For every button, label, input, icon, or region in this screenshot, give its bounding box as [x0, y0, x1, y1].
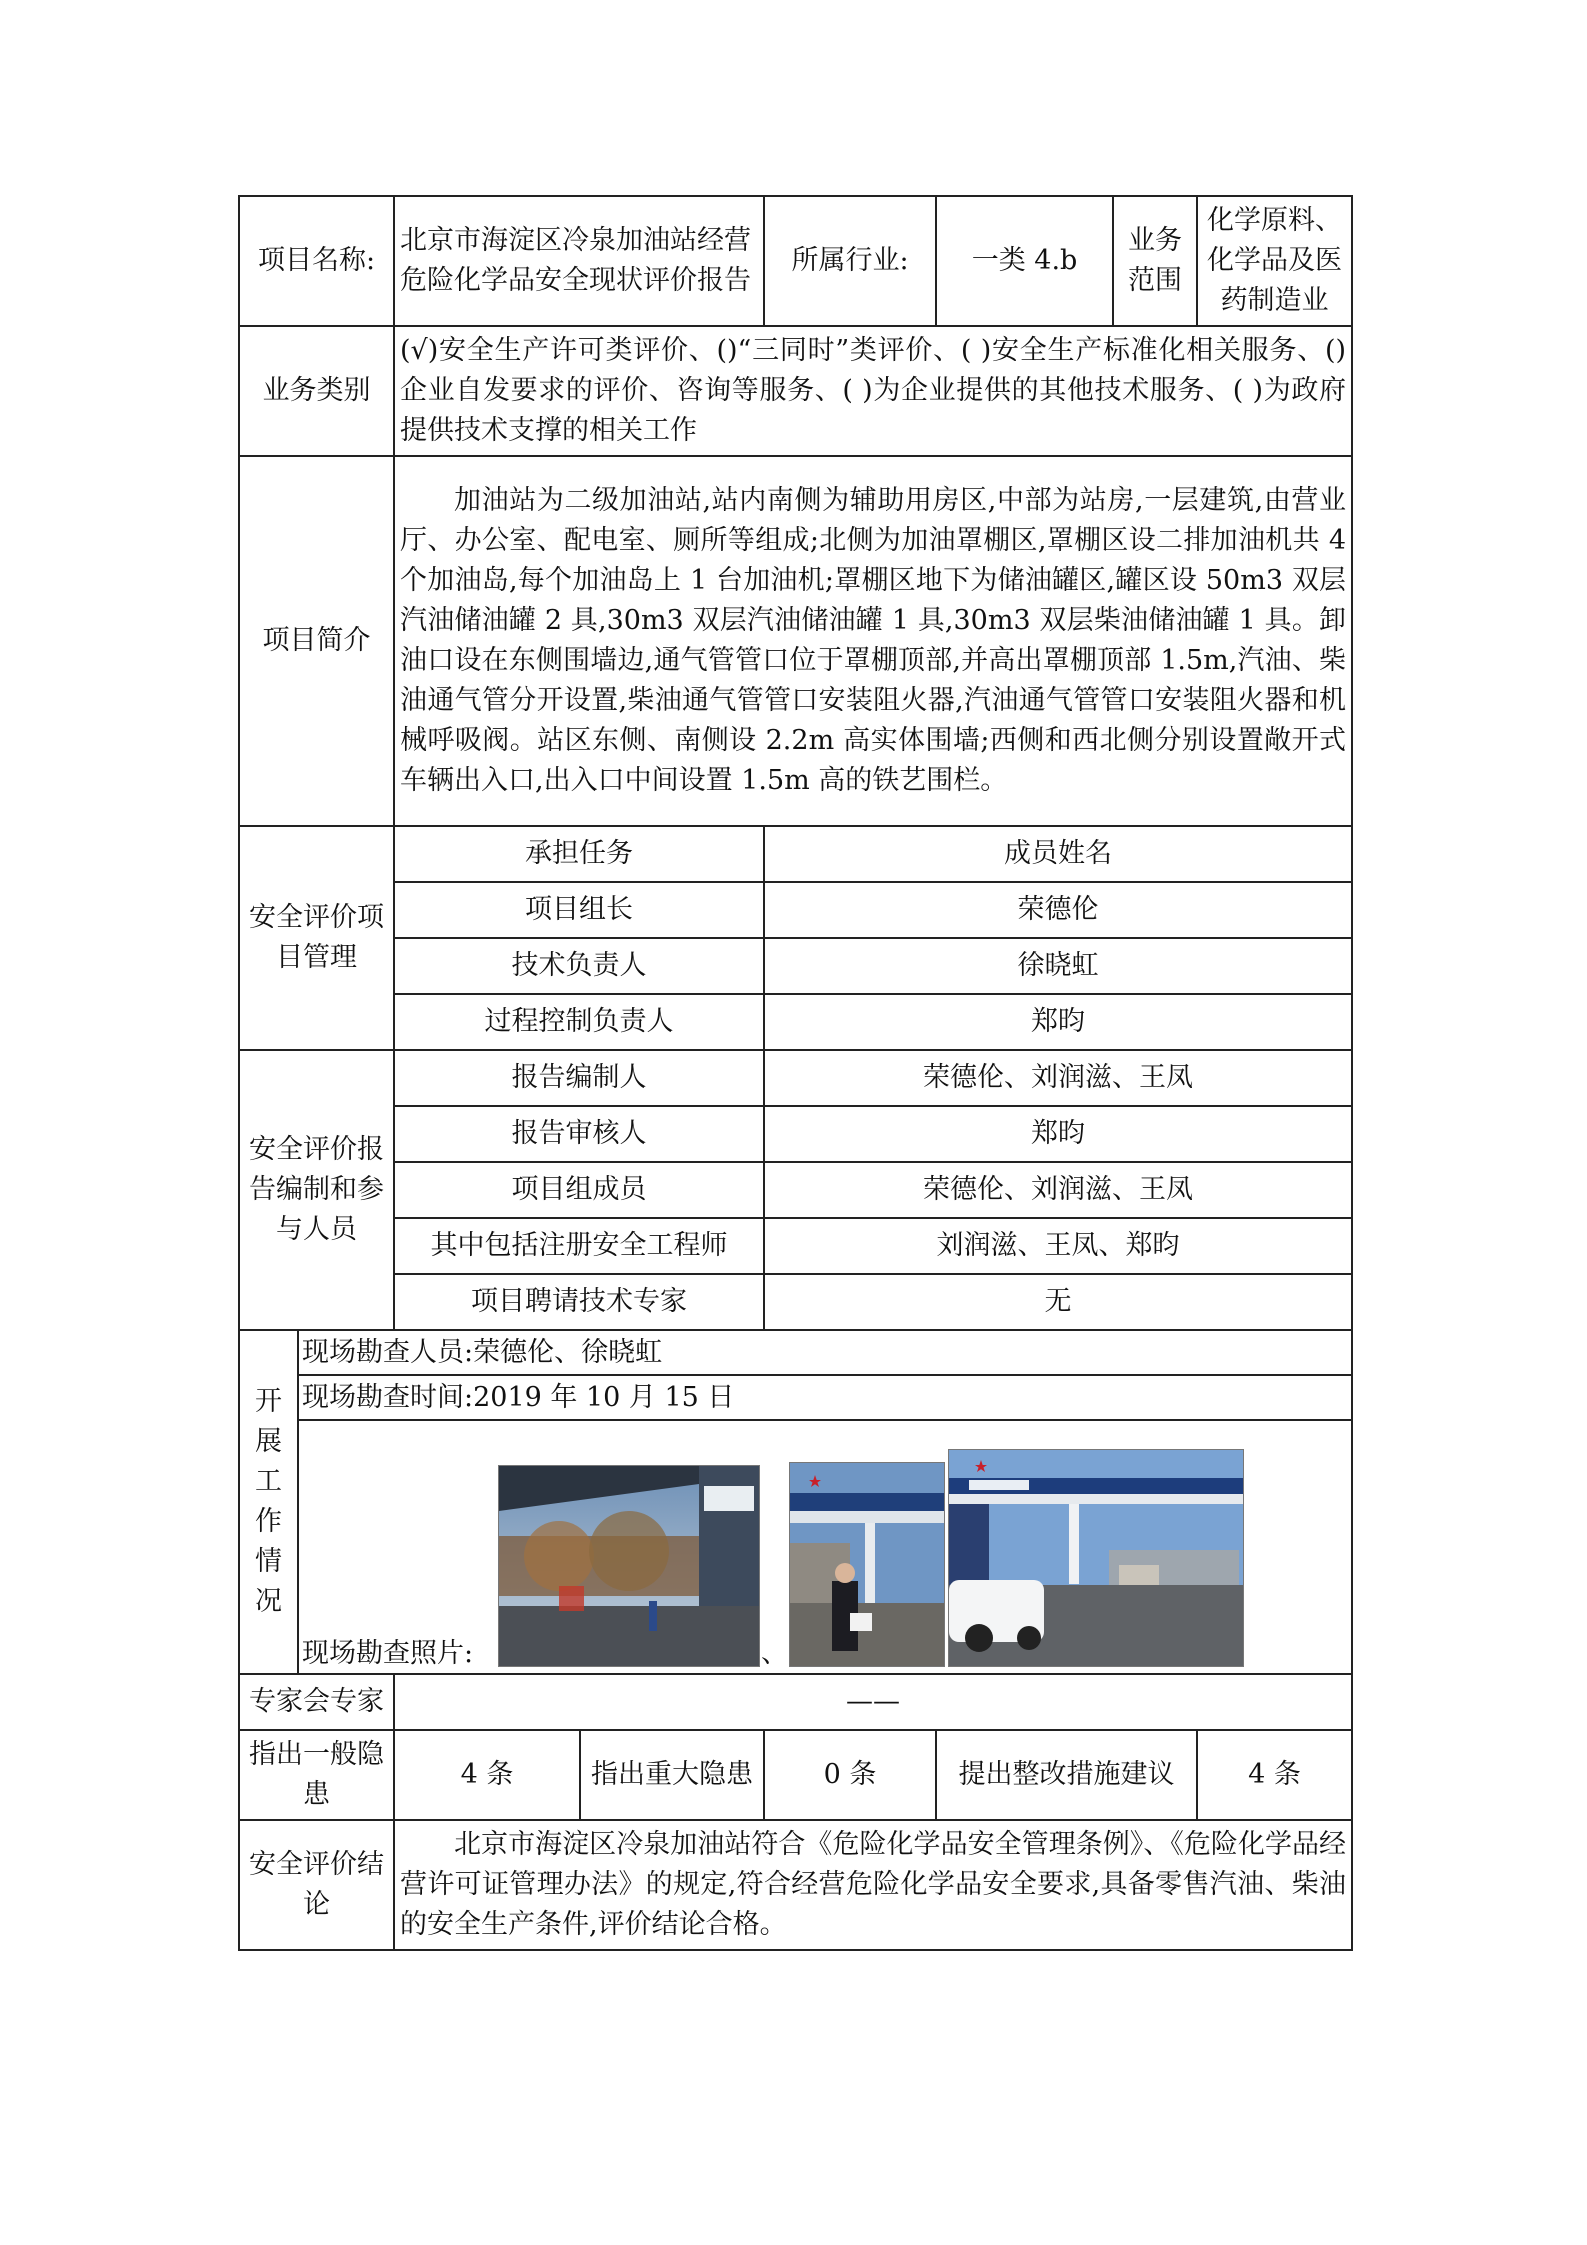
member-cell: 郑昀	[764, 1106, 1352, 1162]
task-cell: 报告审核人	[394, 1106, 764, 1162]
inspectors-text: 现场勘查人员:荣德伦、徐晓虹	[298, 1330, 1352, 1375]
member-cell: 郑昀	[764, 994, 1352, 1050]
photo-separator: 、	[761, 1638, 788, 1669]
header-task: 承担任务	[394, 826, 764, 882]
industry-value: 一类 4.b	[936, 196, 1113, 326]
site-photo-2	[789, 1462, 945, 1667]
major-hazard-value: 0 条	[764, 1730, 936, 1820]
task-cell: 项目组成员	[394, 1162, 764, 1218]
expert-label: 专家会专家	[239, 1674, 394, 1730]
rectification-value: 4 条	[1197, 1730, 1352, 1820]
photos-label: 现场勘查照片:	[302, 1638, 474, 1669]
business-category-label: 业务类别	[239, 326, 394, 456]
business-category-text: (√)安全生产许可类评价、()“三同时”类评价、( )安全生产标准化相关服务、()企业自发要求的评价、咨询等服务、( )为企业提供的其他技术服务、( )为政府提供技术支撑的相关工作	[394, 326, 1352, 456]
rectification-label: 提出整改措施建议	[936, 1730, 1197, 1820]
member-cell: 荣德伦、刘润滋、王凤	[764, 1050, 1352, 1106]
member-cell: 刘润滋、王凤、郑昀	[764, 1218, 1352, 1274]
header-member: 成员姓名	[764, 826, 1352, 882]
report-staff-label: 安全评价报告编制和参与人员	[239, 1050, 394, 1330]
conclusion-label: 安全评价结论	[239, 1820, 394, 1950]
task-cell: 过程控制负责人	[394, 994, 764, 1050]
major-hazard-label: 指出重大隐患	[580, 1730, 764, 1820]
scope-label: 业务范围	[1113, 196, 1197, 326]
member-cell: 无	[764, 1274, 1352, 1330]
task-cell: 其中包括注册安全工程师	[394, 1218, 764, 1274]
report-table	[238, 195, 1353, 1951]
project-intro-label: 项目简介	[239, 456, 394, 826]
task-cell: 项目组长	[394, 882, 764, 938]
member-cell: 徐晓虹	[764, 938, 1352, 994]
general-hazard-label: 指出一般隐患	[239, 1730, 394, 1820]
photos-cell	[298, 1420, 1352, 1674]
inspection-time-text: 现场勘查时间:2019 年 10 月 15 日	[298, 1375, 1352, 1420]
task-cell: 项目聘请技术专家	[394, 1274, 764, 1330]
member-cell: 荣德伦、刘润滋、王凤	[764, 1162, 1352, 1218]
conclusion-text: 北京市海淀区冷泉加油站符合《危险化学品安全管理条例》、《危险化学品经营许可证管理办法》的规定,符合经营危险化学品安全要求,具备零售汽油、柴油的安全生产条件,评价结论合格。	[394, 1820, 1352, 1950]
industry-label: 所属行业:	[764, 196, 936, 326]
site-photo-1	[498, 1465, 760, 1667]
expert-value: ——	[394, 1674, 1352, 1730]
project-management-label: 安全评价项目管理	[239, 826, 394, 1050]
project-name-value: 北京市海淀区冷泉加油站经营危险化学品安全现状评价报告	[394, 196, 764, 326]
project-name-label: 项目名称:	[239, 196, 394, 326]
scope-value: 化学原料、化学品及医药制造业	[1197, 196, 1352, 326]
work-situation-label: 开展工作情况	[239, 1330, 298, 1674]
task-cell: 技术负责人	[394, 938, 764, 994]
site-photo-3	[948, 1449, 1244, 1667]
member-cell: 荣德伦	[764, 882, 1352, 938]
task-cell: 报告编制人	[394, 1050, 764, 1106]
project-intro-text: 加油站为二级加油站,站内南侧为辅助用房区,中部为站房,一层建筑,由营业厅、办公室、配电室、厕所等组成;北侧为加油罩棚区,罩棚区设二排加油机共 4 个加油岛,每个加油岛上 1 台加油机;罩棚区地下为储油罐区,罐区设 50m3 双层汽油储油罐 2 具,30m3 双层汽油储油罐 1 具,30m3 双层柴油储油罐 1 具。卸油口设在东侧围墙边,通气管管口位于罩棚顶部,并高出罩棚顶部 1.5m,汽油、柴油通气管分开设置,柴油通气管管口安装阻火器,汽油通气管管口安装阻火器和机械呼吸阀。站区东侧、南侧设 2.2m 高实体围墙;西侧和西北侧分别设置敞开式车辆出入口,出入口中间设置 1.5m 高的铁艺围栏。	[394, 456, 1352, 826]
general-hazard-value: 4 条	[394, 1730, 580, 1820]
evaluation-report-sheet	[238, 195, 1351, 1951]
